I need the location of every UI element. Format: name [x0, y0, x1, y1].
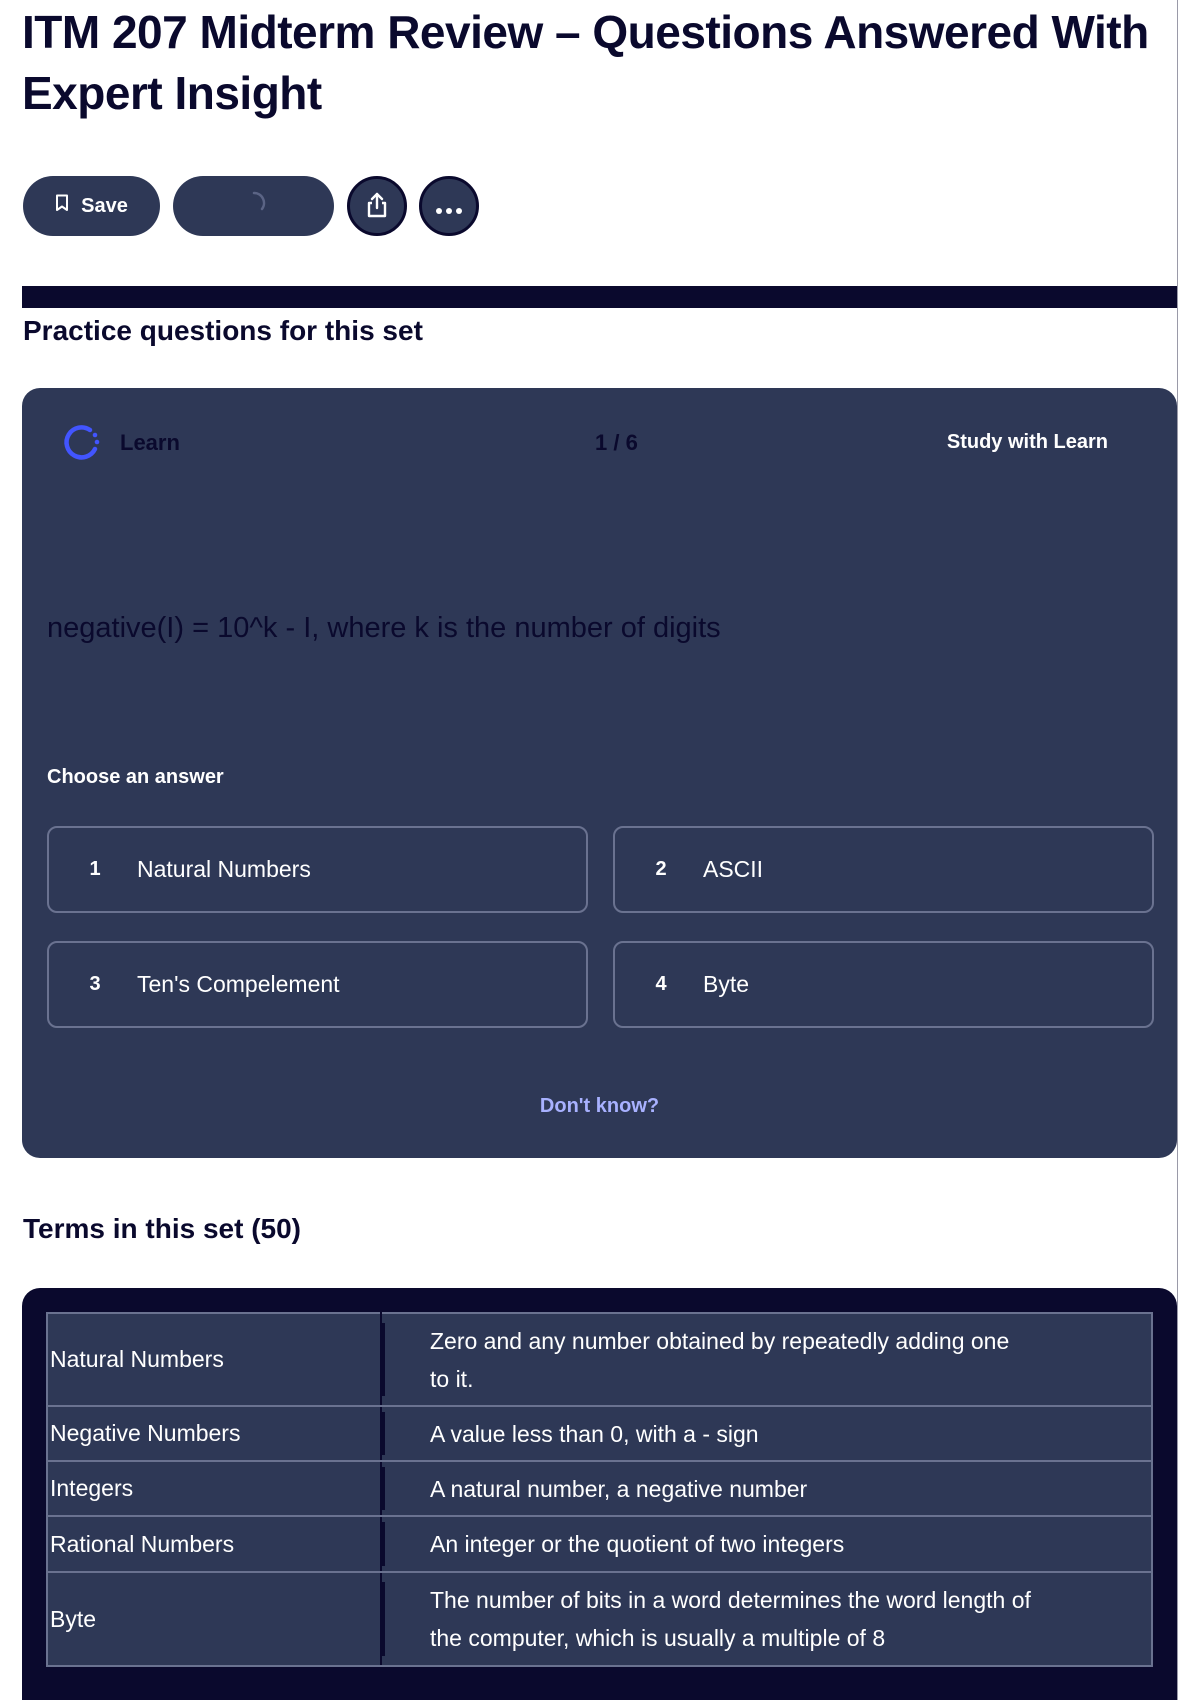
learn-label: Learn: [120, 430, 180, 455]
learn-mode-icon: [60, 422, 102, 464]
more-options-button[interactable]: [419, 176, 479, 236]
answer-text: Byte: [703, 971, 750, 997]
definition-cell: The number of bits in a word determines the word length of the computer, which is usually a multiple of 8: [381, 1572, 1152, 1666]
answer-number: 4: [655, 973, 667, 995]
loading-button[interactable]: [173, 176, 334, 236]
choose-answer-label: Choose an answer: [47, 766, 224, 788]
table-row: [47, 1572, 1152, 1666]
table-row: [47, 1406, 1152, 1461]
term-cell: Rational Numbers: [47, 1516, 381, 1572]
table-row: [47, 1516, 1152, 1572]
learn-card-header: [60, 422, 1138, 464]
terms-list: [22, 1288, 1177, 1700]
answer-number: 2: [655, 858, 667, 880]
share-button[interactable]: [347, 176, 407, 236]
page-edge-divider: [1177, 0, 1178, 1700]
practice-heading: Practice questions for this set: [23, 315, 423, 346]
answer-option-1[interactable]: [47, 826, 588, 913]
term-cell: Byte: [47, 1572, 381, 1666]
question-progress: 1 / 6: [595, 430, 638, 455]
term-cell: Natural Numbers: [47, 1313, 381, 1406]
section-divider: [22, 286, 1177, 308]
dont-know-button[interactable]: Don't know?: [539, 1095, 660, 1117]
definition-cell: A value less than 0, with a - sign: [381, 1406, 1152, 1461]
more-icon: [434, 193, 464, 219]
definition-cell: Zero and any number obtained by repeatedly adding one to it.: [381, 1313, 1152, 1406]
study-with-learn-link[interactable]: Study with Learn: [946, 431, 1108, 453]
answer-number: 1: [89, 858, 101, 880]
term-cell: Negative Numbers: [47, 1406, 381, 1461]
answer-option-4[interactable]: [613, 941, 1154, 1028]
terms-heading: Terms in this set (50): [23, 1213, 302, 1244]
answer-number: 3: [89, 973, 101, 995]
answer-text: Ten's Compelement: [137, 971, 340, 997]
answer-option-3[interactable]: [47, 941, 588, 1028]
action-bar: [23, 176, 479, 236]
table-row: [47, 1313, 1152, 1406]
save-button-label: Save: [81, 194, 128, 217]
table-row: [47, 1461, 1152, 1516]
save-button[interactable]: [23, 176, 160, 236]
share-icon: [364, 191, 390, 222]
terms-table: [46, 1312, 1153, 1667]
learn-card: [22, 388, 1177, 1158]
definition-cell: A natural number, a negative number: [381, 1461, 1152, 1516]
answer-text: ASCII: [703, 856, 764, 882]
answer-text: Natural Numbers: [137, 856, 311, 882]
spinner-icon: [241, 190, 267, 222]
definition-cell: An integer or the quotient of two integers: [381, 1516, 1152, 1572]
bookmark-icon: [55, 194, 69, 218]
answer-option-2[interactable]: [613, 826, 1154, 913]
question-prompt: negative(I) = 10^k - I, where k is the number of digits: [47, 612, 721, 644]
page-title: ITM 207 Midterm Review – Questions Answered With Expert Insight: [22, 6, 1149, 119]
term-cell: Integers: [47, 1461, 381, 1516]
